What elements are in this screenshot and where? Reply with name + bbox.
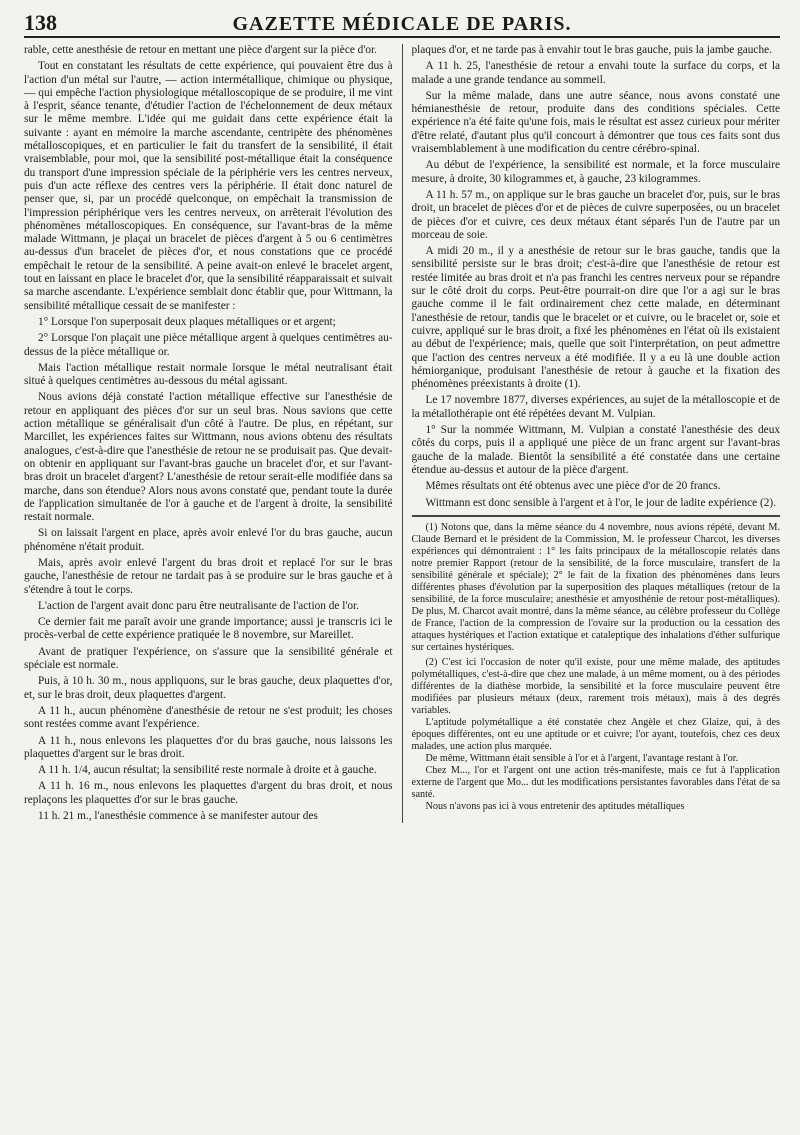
footnote: L'aptitude polymétallique a été constatée chez Angèle et chez Glaize, qui, à des époques différentes, ont eu une aptitude or et cuivre; l'or ayant, toutefois, chez ces deux malades, une action plus marquée.	[411, 716, 780, 752]
paragraph: Si on laissait l'argent en place, après avoir enlevé l'or du bras gauche, aucun phénomène n'était produit.	[24, 527, 393, 553]
paragraph: A 11 h. 1/4, aucun résultat; la sensibilité reste normale à droite et à gauche.	[38, 764, 377, 777]
paragraph: 11 h. 21 m., l'anesthésie commence à se manifester autour des	[38, 810, 318, 823]
journal-title: GAZETTE MÉDICALE DE PARIS.	[232, 13, 572, 35]
paragraph: Mais l'action métallique restait normale lorsque le métal neutralisant était situé à quelques centimètres au-dessous du métal agissant.	[24, 361, 393, 388]
paragraph: rable, cette anesthésie de retour en mettant une pièce d'argent sur la pièce d'or.	[24, 44, 377, 56]
paragraph: A 11 h., aucun phénomène d'anesthésie de retour ne s'est produit; les choses sont restées comme avant l'expérience.	[24, 704, 393, 731]
footnote: (1) Notons que, dans la même séance du 4 novembre, nous avions répété, devant M. Claude Bernard et le président de la Commission, M. le professeur Charcot, les diverses expériences qui démontraient : 1° les faits principaux de la métalloscopie relatés dans notre premier Rapport (retour de la sensibilité, de la force musculaire, transfert de la sensibilité générale et spéciale); 2° le fait de la fixation des phénomènes dans leurs différentes phases d'évolution par la superposition des plaques métalliques (retour de la sensibilité, de la force musculaire; anesthésie et amyosthénie de retour post-métalliques). De plus, M. Charcot avait montré, dans la même séance, au célèbre professeur du Collège de France, l'action de la compression de l'ovaire sur la production ou la cessation des attaques hystériques et l'action extatique et cataleptique des inhalations d'éther sulfurique sur certaines hystériques.	[411, 521, 780, 653]
paragraph: 1° Sur la nommée Wittmann, M. Vulpian a constaté l'anesthésie des deux côtés du corps, puis il a appliqué une pièce de un franc argent sur l'avant-bras gauche de la malade. Bientôt la sensibilité a été constatée dans une certaine étendue au-dessus et autour de la pièce d'argent.	[411, 424, 780, 476]
footnote: De même, Wittmann était sensible à l'or et à l'argent, l'avantage restant à l'or.	[425, 752, 739, 764]
paragraph: A 11 h. 57 m., on applique sur le bras gauche un bracelet d'or, puis, sur le bras droit, un bracelet de pièces d'or et de pièces de cuivre superposées, ou un bracelet de pièces d'or et cuivre, ces deux métaux étant séparés l'un de l'autre par un morceau de soie.	[411, 188, 780, 241]
footnote: Nous n'avons pas ici à vous entretenir des aptitudes métalliques	[425, 800, 685, 812]
paragraph: 1° Lorsque l'on superposait deux plaques métalliques or et argent;	[38, 315, 336, 328]
paragraph: L'action de l'argent avait donc paru être neutralisante de l'action de l'or.	[38, 599, 359, 612]
paragraph: A midi 20 m., il y a anesthésie de retour sur le bras gauche, tandis que la sensibilité persiste sur le bras droit; c'est-à-dire que l'anesthésie de retour est restée limitée au bras droit et n'a pas franchi les centres nerveux pour se répandre sur le côté droit du corps. Peut-être pourrait-on dire que l'or a agi sur le bras gauche comme il le fait ordinairement chez cette malade, en déterminant l'anesthésie de retour, tandis que le bracelet or et cuivre, ou le bracelet or, soie et cuivre, appliqué sur le bras droit, a fixé les phénomènes en l'état où ils existaient au début de l'expérience; mais, quelle que soit l'interprétation, on peut admettre que l'action des centres nerveux a été modifiée. Il y a eu là une double action hémiorganique, produisant l'anesthésie de retour à gauche et la fixation des phénomènes préexistants à droite (1).	[411, 245, 780, 391]
paragraph: A 11 h. 16 m., nous enlevons les plaquettes d'argent du bras droit, et nous replaçons les plaquettes d'or sur le bras gauche.	[24, 780, 393, 806]
paragraph: Puis, à 10 h. 30 m., nous appliquons, sur le bras gauche, deux plaquettes d'or, et, sur le bras droit, deux plaquettes d'argent.	[24, 675, 393, 701]
footnotes	[412, 515, 781, 813]
paragraph: Au début de l'expérience, la sensibilité est normale, et la force musculaire mesure, à droite, 30 kilogrammes et, à gauche, 23 kilogrammes.	[411, 159, 780, 185]
left-column	[24, 44, 402, 823]
paragraph: Mais, après avoir enlevé l'argent du bras droit et replacé l'or sur le bras gauche, l'anesthésie de retour ne tardait pas à se produire sur le bras gauche et à s'étendre à tout le corps.	[24, 556, 393, 596]
paragraph: Tout en constatant les résultats de cette expérience, qui pouvaient être dus à l'action d'un métal sur l'autre, — action intermétallique, chimique ou physique, — qui empêche l'action physiologique métalloscopique de se produire, il me vint à l'esprit, séance tenante, d'étudier l'action de l'échelonnement de deux métaux sur le même membre. L'idée qui me guidait dans cette expérience était la suivante : ayant en mémoire la marche ascendante, centripète des phénomènes métalloscopiques, et en particulier le fait du transfert de la sensibilité, il était vraisemblable, pour moi, que la sensibilité post-métallique était la conséquence du transport d'une impression spéciale de la périphérie vers les centres nerveux, puis d'un acte réflexe des centres vers la périphérie. Il était donc naturel de penser que, si, par un procédé quelconque, on empêchait la transmission de l'impression périphérique vers les centres nerveux, on arrêterait l'évolution des phénomènes métalloscopiques. En conséquence, sur l'avant-bras de la même malade Wittmann, je plaçai un bracelet de pièces d'argent à 5 ou 6 centimètres au-dessus d'un bracelet de pièces d'or, et nous constations que ce procédé empêchait le retour de la sensibilité. A peine avait-on enlevé le bracelet argent, tout en laissant en place le bracelet d'or, que la sensibilité réapparaissait et suivait sa marche ascendante. L'expérience semblait donc établir que, pour Wittmann, la sensibilité métallique cessait de se manifester :	[24, 60, 393, 312]
paragraph: 2° Lorsque l'on plaçait une pièce métallique argent à quelques centimètres au-dessus de la pièce métallique or.	[24, 332, 393, 358]
paragraph: A 11 h., nous enlevons les plaquettes d'or du bras gauche, nous laissons les plaquettes d'argent sur le bras droit.	[24, 734, 393, 760]
paragraph: Mêmes résultats ont été obtenus avec une pièce d'or de 20 francs.	[425, 480, 721, 493]
paragraph: Nous avions déjà constaté l'action métallique effective sur l'anesthésie de retour en appliquant des pièces d'or sur un seul bras. Nous savions que cette action métallique se généralisait d'un côté à l'autre. De plus, en répétant, sur Marcillet, les expériences faites sur Wittmann, nous avions obtenu des résultats analogues, c'est-à-dire que l'anesthésie de retour ne se produisait pas. Que devait-on obtenir en appliquant sur l'avant-bras gauche un bracelet d'or, et sur l'avant-bras droit un bracelet d'argent? L'anesthésie de retour serait-elle modifiée dans sa marche, dans son étendue? Alors nous avons constaté que, pendant toute la durée de l'application simultanée de l'or à gauche et de l'argent à droite, la sensibilité restait normale.	[24, 391, 393, 524]
paragraph: A 11 h. 25, l'anesthésie de retour a envahi toute la surface du corps, et la malade a une grande tendance au sommeil.	[411, 60, 780, 86]
paragraph: Ce dernier fait me paraît avoir une grande importance; aussi je transcris ici le procès-verbal de cette expérience pratiquée le 8 novembre, sur Mareillet.	[24, 616, 393, 642]
page-number: 138	[24, 10, 57, 35]
paragraph: Le 17 novembre 1877, diverses expériences, au sujet de la métalloscopie et de la métallothérapie ont été répétées devant M. Vulpian.	[411, 394, 780, 420]
footnote: Chez M..., l'or et l'argent ont une action très-manifeste, mais ce fut à l'application externe de l'argent que Mo... dut les modifications persistantes favorables dans l'état de sa santé.	[411, 764, 780, 800]
paragraph: Sur la même malade, dans une autre séance, nous avons constaté une hémianesthésie de retour, produite dans des conditions spéciales. Cette expérience n'a été faite qu'une fois, mais le résultat est assez curieux pour mériter d'être relaté, d'autant plus qu'il concourt à démontrer que tous ces faits sont dus vraisemblablement à une modification du centre cérébro-spinal.	[411, 89, 780, 156]
paragraph: plaques d'or, et ne tarde pas à envahir tout le bras gauche, puis la jambe gauche.	[411, 44, 772, 56]
paragraph: Wittmann est donc sensible à l'argent et à l'or, le jour de ladite expérience (2).	[425, 496, 777, 509]
paragraph: Avant de pratiquer l'expérience, on s'assure que la sensibilité générale et spéciale est normale.	[24, 645, 393, 672]
right-column	[402, 44, 781, 823]
article-body	[24, 44, 780, 823]
page-header	[24, 6, 780, 38]
footnote: (2) C'est ici l'occasion de noter qu'il existe, pour une même malade, des aptitudes polymétalliques, c'est-à-dire que chez une malade, à un même moment, ou à des périodes différentes de la diathèse morbide, la sensibilité et la force musculaire peuvent être modifiées par plusieurs métaux (deux, rarement trois métaux), mais à des degrés variables.	[411, 656, 780, 716]
